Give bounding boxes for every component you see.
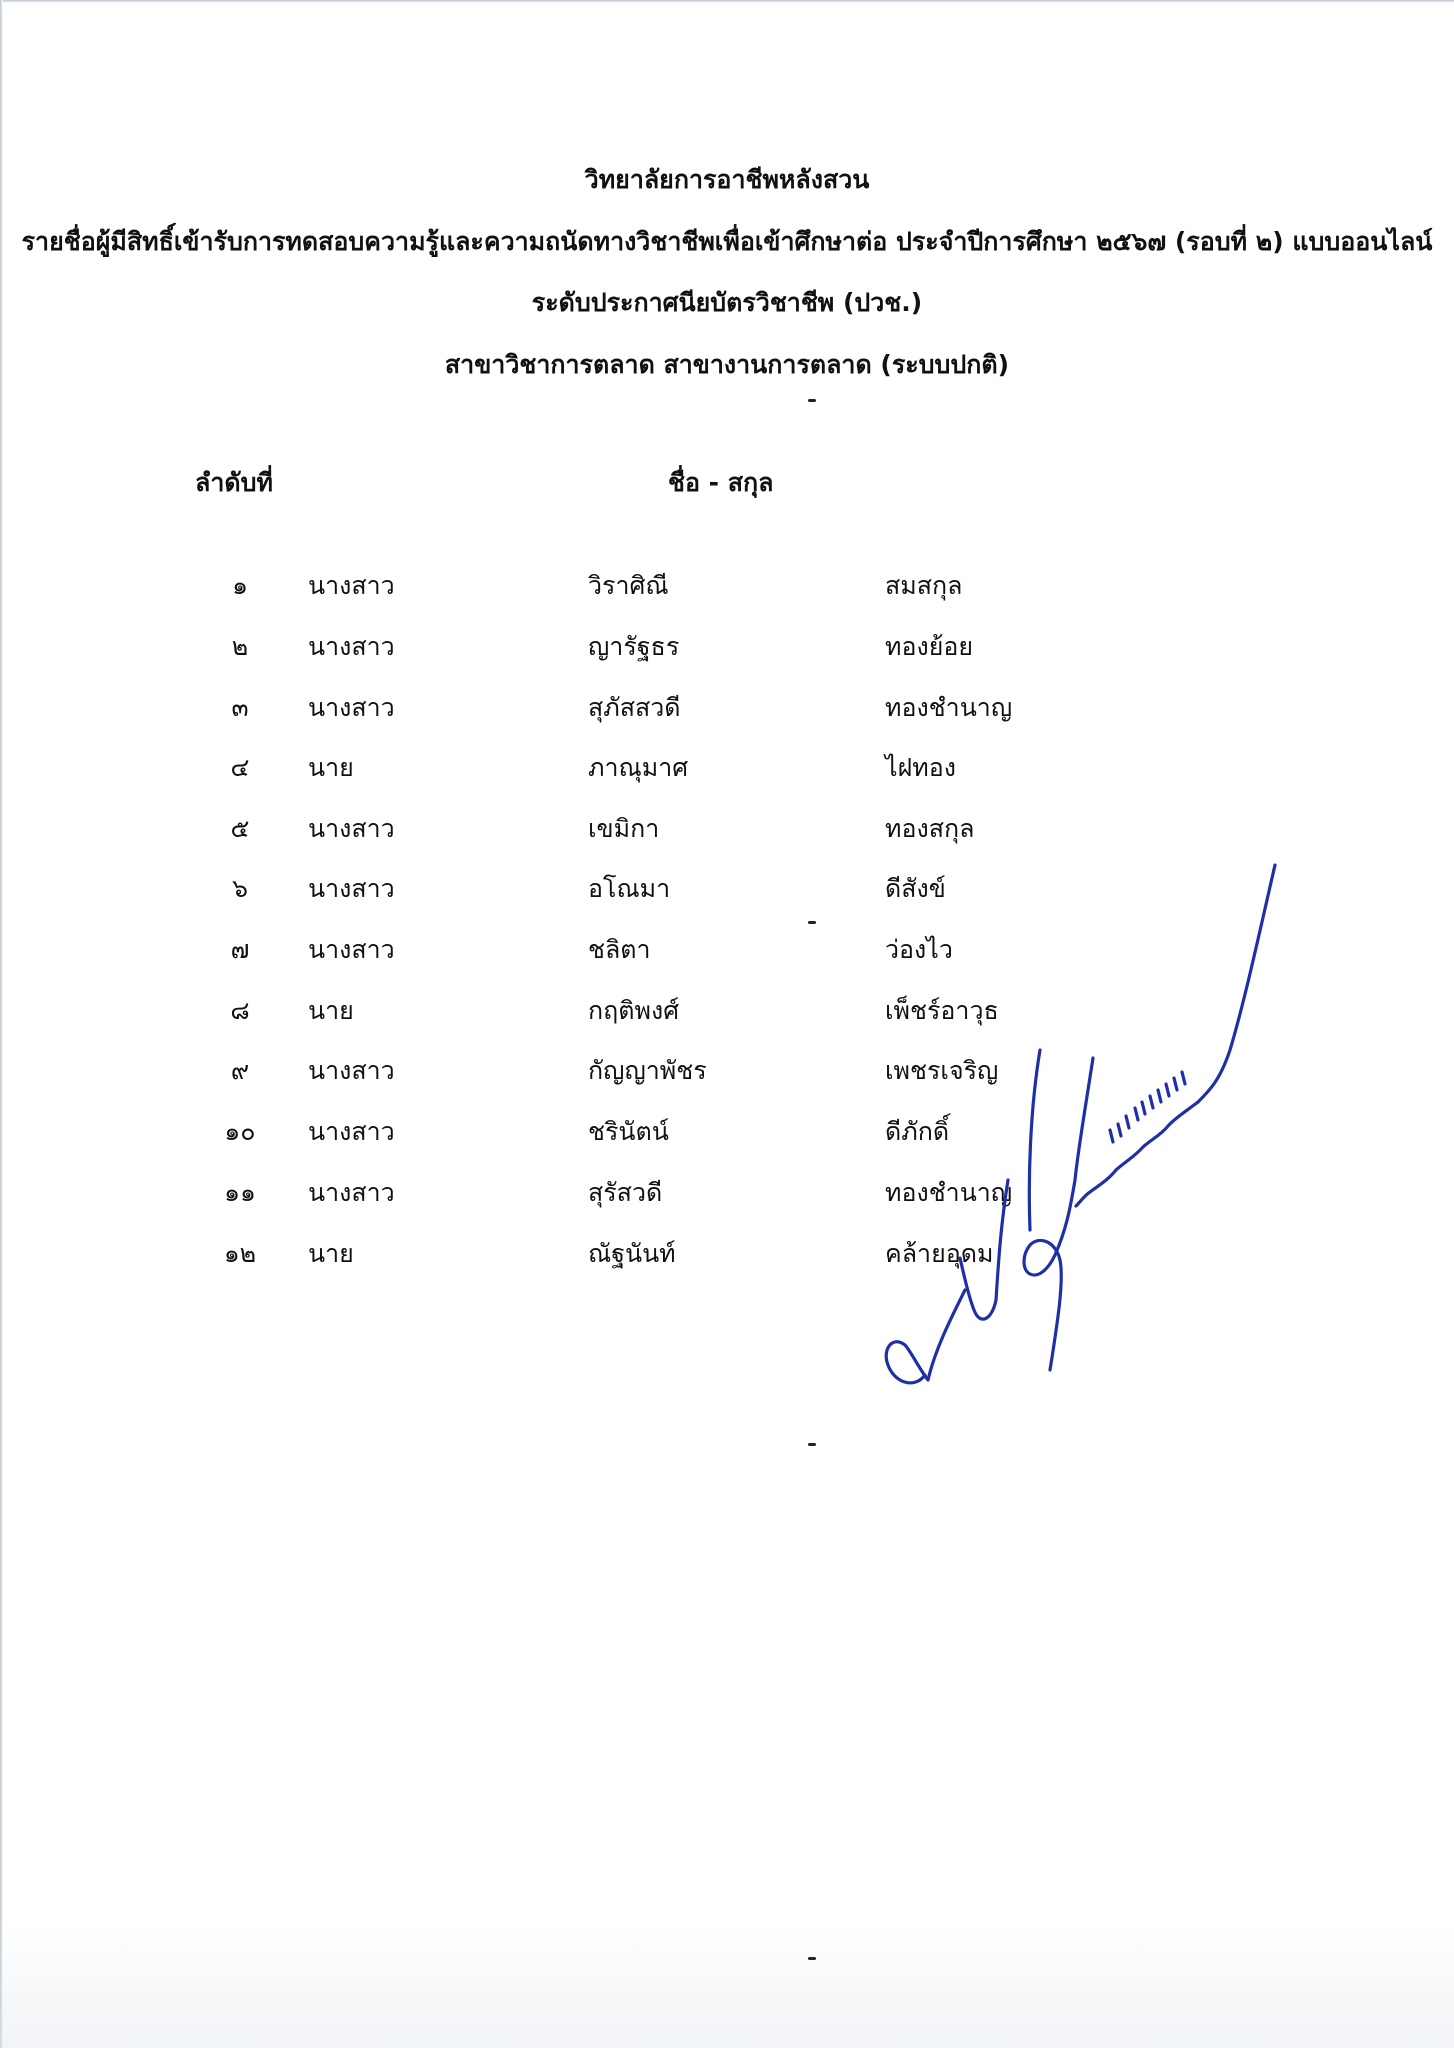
table-row xyxy=(0,743,1454,793)
row-number: ๑ xyxy=(232,571,248,600)
column-header-name: ชื่อ - สกุล xyxy=(668,468,774,497)
name-title: นาย xyxy=(308,1239,354,1268)
signature-stroke xyxy=(960,1180,1008,1319)
row-number: ๑๒ xyxy=(223,1239,257,1268)
row-number: ๘ xyxy=(230,996,250,1025)
name-title: นางสาว xyxy=(308,935,395,964)
scan-edge-top xyxy=(0,0,1454,3)
first-name: ภาณุมาศ xyxy=(588,753,689,782)
last-name: เพ็ชร์อาวุธ xyxy=(885,996,999,1025)
first-name: วิราศิณี xyxy=(588,571,669,600)
education-level: ระดับประกาศนียบัตรวิชาชีพ (ปวช.) xyxy=(531,288,923,317)
row-number: ๑๑ xyxy=(224,1178,256,1207)
last-name: ทองชำนาญ xyxy=(885,693,1013,722)
last-name: ดีสังข์ xyxy=(885,874,946,903)
first-name: ชรินัตน์ xyxy=(588,1117,669,1146)
first-name: สุภัสสวดี xyxy=(588,693,681,722)
program-heading: สาขาวิชาการตลาด สาขางานการตลาด (ระบบปกติ) xyxy=(444,350,1010,379)
last-name: สมสกุล xyxy=(885,571,963,600)
first-name: ณัฐนันท์ xyxy=(588,1239,676,1268)
last-name: ไฝทอง xyxy=(885,753,956,782)
signature-stroke xyxy=(1076,1192,1090,1206)
document-subject: รายชื่อผู้มีสิทธิ์เข้ารับการทดสอบความรู้และความถนัดทางวิชาชีพเพื่อเข้าศึกษาต่อ ประจำปีการศึกษา ๒๕๖๗ (รอบที่ ๒) แบบออนไลน์ xyxy=(21,227,1433,256)
first-name: ญารัฐธร xyxy=(588,632,680,661)
signature-stroke xyxy=(1090,1102,1198,1192)
signature-stroke xyxy=(1198,865,1275,1102)
column-header-number: ลำดับที่ xyxy=(195,468,273,497)
table-row xyxy=(0,622,1454,672)
name-title: นางสาว xyxy=(308,814,395,843)
institution-heading: วิทยาลัยการอาชีพหลังสวน xyxy=(584,165,870,194)
row-number: ๑๐ xyxy=(224,1117,256,1146)
row-number: ๔ xyxy=(230,753,250,782)
table-row xyxy=(0,804,1454,854)
last-name: คล้ายอุดม xyxy=(885,1239,994,1268)
last-name: ทองชำนาญ xyxy=(885,1178,1013,1207)
first-name: ชลิตา xyxy=(588,935,651,964)
first-name: สุรัสวดี xyxy=(588,1178,663,1207)
table-row xyxy=(0,561,1454,611)
scan-speck xyxy=(808,399,816,402)
signature-stroke xyxy=(1029,1050,1040,1230)
last-name: ว่องไว xyxy=(885,935,953,964)
name-title: นางสาว xyxy=(308,1117,395,1146)
name-title: นางสาว xyxy=(308,1178,395,1207)
name-title: นางสาว xyxy=(308,571,395,600)
handwritten-signature xyxy=(880,850,1300,1430)
scan-shadow xyxy=(0,1920,1454,2048)
last-name: ดีภักดิ์ xyxy=(885,1117,950,1146)
row-number: ๓ xyxy=(231,693,249,722)
signature-stroke xyxy=(1110,1072,1185,1142)
row-number: ๖ xyxy=(232,874,248,903)
row-number: ๗ xyxy=(230,935,250,964)
row-number: ๕ xyxy=(230,814,250,843)
name-title: นาย xyxy=(308,753,354,782)
name-title: นางสาว xyxy=(308,693,395,722)
scan-speck xyxy=(808,921,816,924)
first-name: อโณมา xyxy=(588,874,671,903)
scan-speck xyxy=(808,1443,816,1446)
name-title: นาย xyxy=(308,996,354,1025)
first-name: กฤติพงศ์ xyxy=(588,996,680,1025)
name-title: นางสาว xyxy=(308,1056,395,1085)
name-title: นางสาว xyxy=(308,874,395,903)
first-name: เขมิกา xyxy=(588,814,660,843)
last-name: ทองสกุล xyxy=(885,814,975,843)
row-number: ๒ xyxy=(231,632,249,661)
last-name: เพชรเจริญ xyxy=(885,1056,999,1085)
row-number: ๙ xyxy=(230,1056,250,1085)
name-title: นางสาว xyxy=(308,632,395,661)
signature-stroke xyxy=(886,1290,965,1383)
scan-speck xyxy=(808,1957,816,1960)
table-row xyxy=(0,683,1454,733)
last-name: ทองย้อย xyxy=(885,632,974,661)
first-name: กัญญาพัชร xyxy=(588,1056,707,1085)
